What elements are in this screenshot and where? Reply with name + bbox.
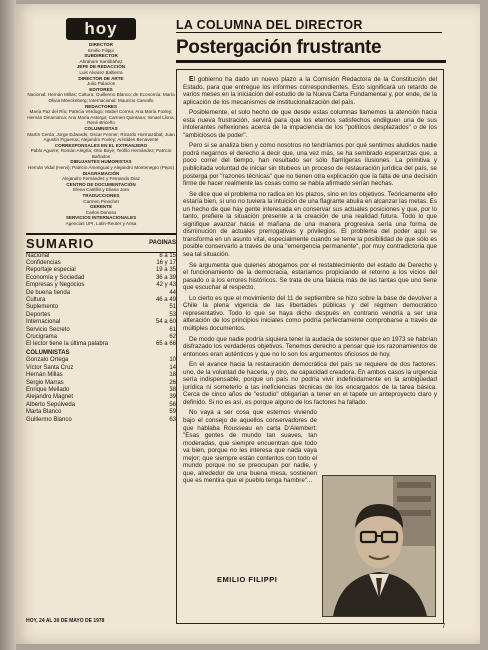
masthead-names: Elena Castillo y Eliana Jara [73, 187, 129, 193]
sumario-item-label: Alejandro Magnet [26, 394, 74, 401]
article-byline: EMILIO FILIPPI [217, 575, 278, 584]
author-portrait-illustration [323, 476, 435, 616]
sumario-item-label: COLUMNISTAS [26, 349, 70, 356]
sumario-section [26, 350, 176, 357]
masthead-role: GERENTE [89, 204, 113, 210]
sumario-item-pages: 26 [169, 379, 176, 386]
article-paragraph: De modo que nadie podría siquiera tener la audacia de sostener que en 1973 se habrían disfrazado los verdaderos objetivos. Tenemos derecho a pensar que los razonamientos de entonces eran auténticos y que no lo son los argumentos oficiosos de hoy. [183, 335, 437, 358]
masthead-role: JEFE DE REDACCIÓN [76, 64, 126, 70]
sumario-item [26, 357, 176, 364]
sumario-item-label: Alberto Sepúlveda [26, 401, 76, 408]
sumario-item-label: Confidencias [26, 260, 61, 266]
masthead-role: REDACTORES [84, 103, 118, 109]
sumario-item-pages: 62 [169, 334, 176, 341]
masthead-role: COLUMNISTAS [84, 125, 118, 131]
masthead-names: Pablo Aguirre; Román Alegría; Otto Boye; Teófilo Hernández; Patricio Bañados [30, 148, 172, 159]
article-paragraph: Pero si se analiza bien y como nosotros no tendríamos por qué sentirnos aludidos nadie podrá negarnos el derecho a decir que, una vez más, se ha sembrado esperanzas que, a poco correr del tiempo, han resultado ser sólo flamígeras ilusiones. La primitiva y publicitada voluntad de iniciar sin titubeos un proceso de restauración jurídica del país, se posterga por "razones técnicas" que no tienen otra explicación que la falta de una decisión firme de hacer realmente las cosas como se había afirmado serían hechas. [183, 142, 437, 188]
sumario-item-label: Economía y Sociedad [26, 274, 85, 281]
article-paragraph: Se dice que el problema no radica en los plazos, sino en los objetivos. Teóricamente ello estaría bien, si uno no tuviera la intuición de una flagrante abulia en alcanzar las metas. Es un hecho de que hay gente interesada en conservar sus actuales posiciones y que, por lo tanto, prefiere la situación presente a la creación de una realidad futura. Todo lo que signifique avanzar hacia el mañana de una manera progresiva sería una forma de disminución de actuales prerrogativas y privilegios. El problema del poder aquí se transforma en un asunto vital, especialmente cuando se teme la posibilidad de que sólo es posible conservarlo a través de una "emergencia permanente", por muy contradictoria que sea tal situación. [183, 190, 437, 259]
masthead-names: Julio Palacios [86, 81, 116, 87]
masthead-role: CORRESPONSALES EN EL EXTRANJERO [54, 142, 148, 148]
sumario-item-label: Hernán Millas [26, 372, 63, 379]
sumario-item-pages: 44 [169, 289, 176, 296]
sumario-item-label: Empresas y Negocios [26, 282, 85, 289]
masthead-role: DIAGRAMACIÓN [82, 170, 120, 176]
sumario-item [26, 290, 176, 297]
sumario-item-pages: 46 a 49 [155, 297, 176, 304]
masthead-names: Carlos Donoso [85, 209, 117, 215]
masthead-role: CENTRO DE DOCUMENTACIÓN [66, 181, 136, 187]
issue-date-footer: HOY, 24 AL 30 DE MAYO DE 1978 [26, 618, 105, 624]
sumario-item-pages: 18 [169, 372, 176, 379]
sumario-header [26, 233, 176, 253]
sumario-item-label: Deportes [26, 311, 51, 318]
sumario-item-label: Marta Blanco [26, 409, 62, 416]
sumario-item-label: Nacional [26, 252, 50, 259]
sumario-item [26, 267, 176, 274]
sumario-item [26, 282, 176, 289]
sumario-item [26, 260, 176, 267]
sumario-item [26, 372, 176, 379]
sumario-item-label: Reportaje especial [26, 267, 76, 274]
sumario-item-label: Gonzalo Ortega [26, 357, 69, 364]
sumario-item-label: Crucigrama [26, 334, 58, 341]
sumario-item-label: Cultura [26, 297, 46, 304]
sumario-item [26, 275, 176, 282]
article-paragraph: En el avance hacia la restauración democrática del país se requiere de dos factores: uno, de la voluntad de hacerla, y otro, de capacidad creadora. En ambos casos la urgencia sería indispensable, porque un país no podría vivir indefinidamente en la ambigüedad jurídica ni someterlo a las ineficiencias técnicas de los encargados de la tarea básica. Cerca de cinco años de "estudio" obligarían a tener en el tapete un anteproyecto claro y definido. Si no es así, es porque alguno de los factores ha fallado. [183, 361, 437, 406]
sumario-item [26, 417, 176, 424]
sumario-list [26, 253, 176, 424]
sumario-item-pages: 36 a 39 [155, 274, 176, 281]
sumario-item-pages: 65 a 66 [155, 341, 176, 348]
sumario-item-pages: 51 [169, 304, 176, 311]
sumario-item-pages: 42 y 43 [156, 282, 176, 289]
masthead-credits [26, 42, 176, 227]
sumario-item [26, 327, 176, 334]
masthead-role: TRADUCCIONES [82, 193, 120, 199]
sumario-item-pages: 54 a 60 [155, 319, 176, 326]
sumario-item-pages: 39 [169, 394, 176, 401]
masthead-role: SUBDIRECTOR [84, 53, 118, 59]
sumario-item-label: Servicio Secreto [26, 326, 70, 333]
masthead-names: Abraham Santibáñez [79, 58, 123, 64]
sumario-title: SUMARIO [26, 235, 95, 251]
sumario-item [26, 409, 176, 416]
article-paragraph: Posiblemente, el solo hecho de que desde estas columnas llamemos la atención hacia esta nueva frustración, servirá para que los eternos satisfechos endilguen una de sus intolerantes reflexiones acerca de la impaciencia de los "políticos desplazados" o de los "ambiciosos de poder". [183, 109, 437, 139]
sumario-item-label: El lector tiene la última palabra [26, 341, 109, 348]
article-headline: Postergación frustrante [176, 37, 446, 63]
masthead-role: SERVICIOS INTERNACIONALES [65, 215, 137, 221]
author-photo [322, 475, 436, 617]
sumario-item-pages: 59 [169, 409, 176, 416]
sumario-item-label: De buena tienda [26, 289, 71, 296]
masthead-names: Carmen Pinochet [83, 198, 119, 204]
masthead-names: Nacional: Hernán Millas; Cultura: Guillermo Blanco; de Economía: María Olivia Mönckeberg; Internacional: Mauricio Carvallo [27, 92, 175, 103]
sumario-item-label: Enrique Mellado [26, 386, 70, 393]
article-paragraph: Lo cierto es que el movimiento del 11 de septiembre se hizo sobre la base de devolver a Chile la plena vigencia de las libertades públicas y del régimen democrático representativo. Todo lo que se haya dicho después en contrario vendría a ser una alteración de los principios iniciales como podría perfectamente comprobarse a través de múltiples documentos. [183, 294, 437, 332]
masthead-names: María Paz del Río; Patricia Verdugo; Mabel Correa; Ana María Foxley; Hernán Dinamarca; Ana María Astorga; Carmen Quintana; Ismael Llona; René Briceño [27, 109, 175, 126]
sumario-item-label: Suplemento [26, 304, 59, 311]
sumario-item-label: Víctor Santa Cruz [26, 364, 74, 371]
masthead-role: DIRECTOR [89, 42, 113, 47]
masthead-names: Hernán Vidal (Hervi); Patricio Amengual y Alejandro Montenegro (Pepo) [28, 165, 174, 171]
sumario-item [26, 380, 176, 387]
masthead-names: Luis Alvarez Baltierra [79, 69, 123, 75]
sumario-item-pages: 19 a 35 [155, 267, 176, 274]
sumario-item [26, 341, 176, 348]
masthead-names: Agencias UPI, Latin-Reuter y Ansa [65, 221, 137, 226]
masthead-names: Emilio Filippi [88, 47, 114, 53]
sumario-item [26, 402, 176, 409]
sumario-item-pages: 63 [169, 416, 176, 423]
sumario-item [26, 365, 176, 372]
sumario-item-pages: 10 [169, 357, 176, 364]
masthead-names: Alejandro Fernández y Fernando Díaz [62, 176, 140, 182]
sumario-item-label: Sergio Marras [26, 379, 64, 386]
article-body [183, 76, 437, 488]
sumario-item [26, 394, 176, 401]
sumario-item [26, 304, 176, 311]
masthead-names: Martín Cerda; Jorge Edwards; Oscar Fenner; Ricardo Hormazábal; Juan Agustín Figueroa; Alejandro Foxley; Arístides Benavente [27, 131, 175, 143]
sumario-item-pages: 56 [169, 401, 176, 408]
hoy-logo: hoy [66, 18, 136, 40]
article-box [176, 69, 444, 624]
masthead-role: DIBUJANTES HUMORISTAS [70, 159, 132, 165]
sumario-item-label: Guillermo Blanco [26, 416, 72, 423]
masthead-role: EDITORES [89, 86, 113, 92]
article-paragraph: El gobierno ha dado un nuevo plazo a la Comisión Redactora de la Constitución del Estado, para que entregue los informes correspondientes. Esto significará un retardo de varios meses en la iniciación del estudio de la Nueva Carta Fundamental y, por ende, de la aplicación de los mecanismos de institucionalización del país. [183, 76, 437, 106]
sumario-item-pages: 16 y 17 [156, 260, 176, 266]
article-paragraph: Se argumenta que quienes abogamos por el restablecimiento del estado de Derecho y el funcionamiento de la democracia, estaríamos propiciando el retorno a los vicios del pasado o a los errores históricos. Se trata de una falacia más de las tantas que uno tiene que escuchar al respecto. [183, 261, 437, 292]
sumario-item [26, 312, 176, 319]
sumario-item [26, 319, 176, 326]
sumario-item-pages: 14 [169, 364, 176, 371]
article-paragraph: No vaya a ser cosa que estemos viviendo bajo el consejo de aquellos conservadores de que hablaba Rousseau en carta D'Alembert: "Esas gentes de mundo tan suaves, tan moderadas, que siempre encuentran que todo va bien, porque no les interesa que nada vaya mejor; que siempre están contentos con todo el mundo porque no se preocupan por nadie, y que, alrededor de una buena mesa, sostienen que es mentira que el pueblo tenga hambre"... [183, 409, 317, 485]
sumario-item-pages: 8 a 15 [159, 252, 176, 259]
masthead-role: DIRECTOR DE ARTE [78, 75, 124, 81]
sumario-item-pages: 38 [169, 386, 176, 393]
sumario-item-pages: 53 [169, 311, 176, 318]
sumario-item [26, 334, 176, 341]
sumario-item [26, 387, 176, 394]
sumario-item [26, 297, 176, 304]
sumario-item-pages: 61 [169, 326, 176, 333]
sumario-item [26, 253, 176, 260]
column-title: LA COLUMNA DEL DIRECTOR [176, 18, 442, 33]
sumario-item-label: Internacional [26, 319, 61, 326]
sumario-pages-label: PAGINAS [149, 239, 176, 246]
left-column [26, 18, 176, 624]
page-number: 7 [442, 624, 446, 630]
